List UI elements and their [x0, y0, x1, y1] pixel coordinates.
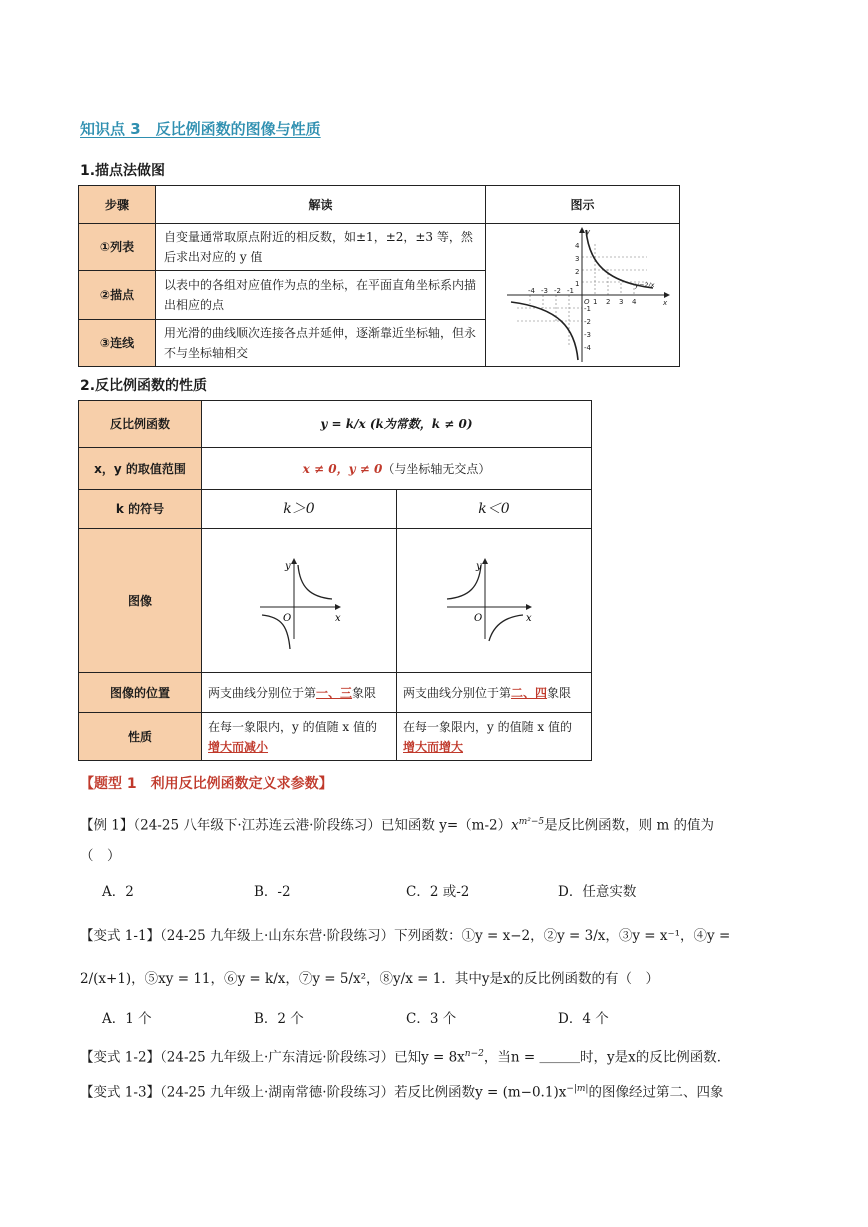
section1-title: 1.描点法做图	[80, 163, 166, 179]
variant-1-1-line2: 2/(x+1)，⑤xy = 11，⑥y = k/x，⑦y = 5/x²，⑧y/x = 1．其中y是x的反比例函数的有（ ）	[80, 971, 660, 987]
variant-1-3	[80, 1078, 723, 1104]
y-tick: -2	[583, 318, 591, 326]
graph-negative-svg	[397, 529, 591, 672]
property-trend: 增大而减小	[208, 739, 269, 754]
variant-1-3-text: 【变式 1-3】（24-25 九年级上·湖南常德·阶段练习）若反比例函数y = (m−0.1)x	[80, 1084, 567, 1101]
x-axis-label: x	[662, 299, 667, 307]
step-label: ③连线	[79, 320, 156, 367]
table-header: 图示	[486, 186, 680, 224]
row-label: x，y 的取值范围	[79, 448, 202, 490]
variant-1-1-line1: 【变式 1-1】（24-25 九年级上·山东东营·阶段练习）下列函数：①y = x−2，②y = 3/x，③y = x⁻¹，④y =	[80, 928, 731, 944]
step-text: 用光滑的曲线顺次连接各点并延伸，逐渐靠近坐标轴，但永不与坐标轴相交	[156, 320, 486, 367]
domain-condition: x ≠ 0，y ≠ 0	[302, 461, 383, 476]
example-1-options	[102, 881, 710, 903]
example-1-blank: （ ）	[80, 848, 121, 864]
curve-quadrant-1	[298, 565, 332, 599]
y-tick: -4	[583, 344, 591, 352]
variant-1-1-options	[102, 1008, 710, 1030]
curve-quadrant-4	[489, 615, 523, 641]
x-tick: 3	[618, 298, 623, 306]
y-tick: 1	[574, 280, 579, 288]
y-tick: 4	[574, 242, 579, 250]
section2-title: 2.反比例函数的性质	[80, 378, 208, 394]
y-tick: 2	[574, 268, 579, 276]
topic-title: 【题型 1 利用反比例函数定义求参数】	[80, 776, 333, 792]
k-positive: k＞0	[202, 490, 397, 529]
variant-1-2	[80, 1043, 730, 1069]
x-tick: 1	[592, 298, 597, 306]
curve-quadrant-3	[511, 302, 578, 360]
table-header: 解读	[156, 186, 486, 224]
x-tick: 2	[605, 298, 610, 306]
x-tick: -1	[566, 287, 574, 295]
x-tick: 4	[631, 298, 636, 306]
row-label: 反比例函数	[79, 401, 202, 448]
position-prefix: 两支曲线分别位于第	[208, 685, 317, 700]
example-1-text-end: 是反比例函数，则 m 的值为	[544, 817, 715, 834]
variant-1-2-text: 【变式 1-2】（24-25 九年级上·广东清远·阶段练习）已知y = 8x	[80, 1049, 465, 1066]
step-text: 自变量通常取原点附近的相反数，如±1，±2，±3 等，然后求出对应的 y 值	[156, 224, 486, 271]
position-quadrants: 一、三	[316, 685, 353, 700]
origin-label: O	[583, 298, 590, 306]
plotting-table	[78, 185, 680, 367]
curve-label: y=2/x	[634, 281, 654, 289]
option-c[interactable]: C．3 个	[406, 1011, 457, 1027]
position-prefix: 两支曲线分别位于第	[403, 685, 512, 700]
x-axis-label: x	[526, 613, 532, 624]
graph-k-positive	[202, 529, 397, 673]
position-positive	[202, 673, 397, 713]
property-trend: 增大而增大	[403, 739, 464, 754]
step-label: ①列表	[79, 224, 156, 271]
option-b[interactable]: B．2 个	[254, 1011, 304, 1027]
option-c[interactable]: C．2 或-2	[406, 884, 470, 900]
row-label: 图像	[79, 529, 202, 673]
row-label: 图像的位置	[79, 673, 202, 713]
curve-quadrant-1	[586, 230, 653, 288]
y-axis-label: y	[585, 228, 590, 236]
example-1-question	[80, 811, 714, 837]
option-a[interactable]: A．1 个	[102, 1011, 152, 1027]
variant-1-3-exponent: −|m|	[566, 1084, 589, 1094]
option-d[interactable]: D．任意实数	[558, 884, 637, 900]
domain-range	[202, 448, 592, 490]
graph-cell	[486, 224, 680, 367]
property-prefix: 在每一象限内，y 的值随 x 值的	[208, 719, 377, 734]
variant-1-2-exponent: n−2	[464, 1049, 484, 1059]
example-1-text: 【例 1】（24-25 八年级下·江苏连云港·阶段练习）已知函数 y=（m-2）	[80, 817, 512, 834]
option-b[interactable]: B．-2	[254, 884, 291, 900]
y-tick: 3	[574, 255, 579, 263]
property-negative	[397, 713, 592, 761]
position-suffix: 象限	[352, 685, 377, 700]
step-label: ②描点	[79, 270, 156, 319]
origin-label: O	[283, 613, 292, 624]
y-tick: -1	[583, 305, 591, 313]
y-axis-label: y	[285, 561, 291, 572]
property-positive	[202, 713, 397, 761]
y-axis-label: y	[476, 561, 482, 572]
x-tick: -2	[553, 287, 561, 295]
x-tick: -4	[527, 287, 535, 295]
position-quadrants: 二、四	[511, 685, 548, 700]
graph-positive-svg	[202, 529, 396, 672]
definition-formula: y = k/x (k为常数，k ≠ 0)	[202, 401, 592, 448]
option-d[interactable]: D．4 个	[558, 1011, 609, 1027]
section-heading: 知识点 3 反比例函数的图像与性质	[80, 120, 321, 138]
x-tick: -3	[540, 287, 548, 295]
properties-table	[78, 400, 592, 761]
step-text: 以表中的各组对应值作为点的坐标，在平面直角坐标系内描出相应的点	[156, 270, 486, 319]
option-a[interactable]: A．2	[102, 884, 134, 900]
origin-label: O	[474, 613, 483, 624]
domain-note: （与坐标轴无交点）	[382, 461, 491, 476]
example-1-base: x	[511, 817, 519, 834]
example-1-exponent: m²−5	[518, 817, 545, 827]
variant-1-2-tail: ，当n = ＿＿＿时，y是x的反比例函数．	[483, 1049, 731, 1066]
position-suffix: 象限	[547, 685, 572, 700]
position-negative	[397, 673, 592, 713]
graph-k-negative	[397, 529, 592, 673]
row-label: k 的符号	[79, 490, 202, 529]
x-axis-label: x	[335, 613, 341, 624]
table-header: 步骤	[79, 186, 156, 224]
variant-1-3-tail: 的图像经过第二、四象	[588, 1084, 724, 1101]
property-prefix: 在每一象限内，y 的值随 x 值的	[403, 719, 572, 734]
row-label: 性质	[79, 713, 202, 761]
y-tick: -3	[583, 331, 591, 339]
k-negative: k＜0	[397, 490, 592, 529]
hyperbola-plot	[487, 224, 679, 366]
